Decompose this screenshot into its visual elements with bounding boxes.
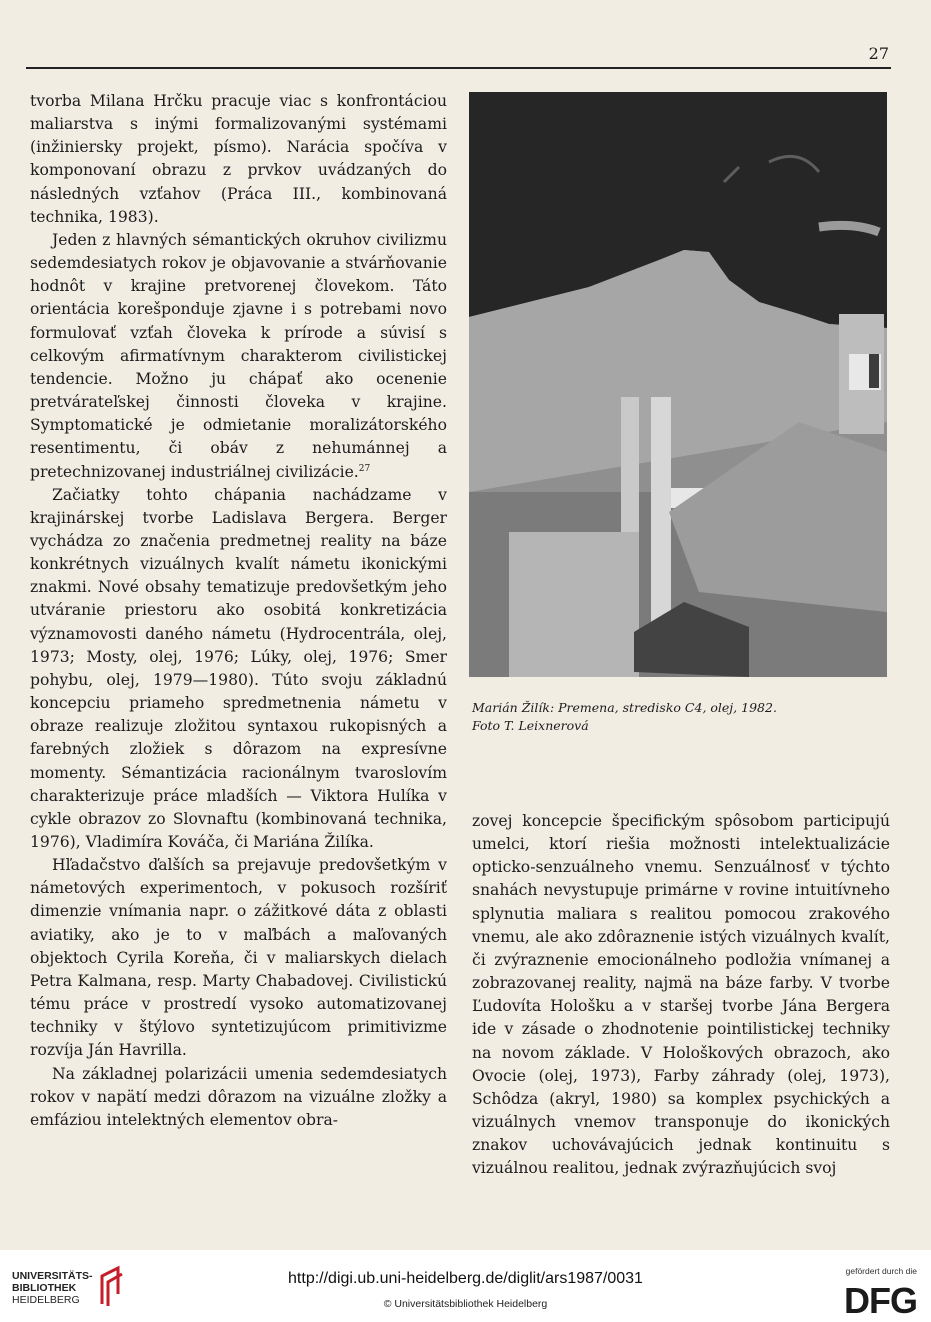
dfg-logo[interactable] [844, 1266, 917, 1322]
library-name-line2: BIBLIOTHEK [12, 1282, 77, 1294]
digitization-footer [0, 1250, 931, 1322]
left-column [30, 90, 447, 1132]
library-name-line3: HEIDELBERG [12, 1294, 80, 1306]
figure-caption [472, 699, 777, 735]
footnote-ref: 27 [358, 463, 371, 474]
caption-title: Marián Žilík: Premena, stredisko C4, olej, 1982. [472, 700, 777, 715]
header-rule [26, 67, 891, 69]
caption-credit: Foto T. Leixnerová [472, 718, 589, 733]
paragraph-text: Jeden z hlavných sémantických okruhov civilizmu sedemdesiatych rokov je objavovanie a stvárňovanie hodnôt v krajine pretvorenej človekom. Táto orientácia korešponduje zjavne i s potrebami novo formulovať vzťah človeka k prírode a súvisí s celkovým afirmatívnym charakterom civilistickej tendencie. Možno ju chápať ako ocenenie pretvárateľskej činnosti človeka v krajine. Symptomatické je odmietanie moralizátorského resentimentu, či obáv z nehumánnej a pretechnizovanej industriálnej civilizácie. [30, 230, 447, 481]
page-url-link[interactable]: http://digi.ub.uni-heidelberg.de/diglit/ars1987/0031 [288, 1270, 643, 1287]
paragraph: tvorba Milana Hrčku pracuje viac s konfrontáciou maliarstva s inými formalizovanými systémami (inžiniersky projekt, písmo). Narácia spočíva v komponovaní obrazu z prvkov uvádzaných do následných vzťahov (Práca III., kombinovaná technika, 1983). [30, 92, 447, 226]
painting-illustration [469, 92, 887, 677]
painting-photo [469, 92, 887, 677]
paragraph: Začiatky tohto chápania nachádzame v krajinárskej tvorbe Ladislava Bergera. Berger vychádza zo značenia predmetnej reality na báze konkrétnych vizuálnych kvalít námetu ikonickými znakmi. Nové obsahy tematizuje predovšetkým jeho utváranie priestoru ako osobitá konkretizácia významovosti daného námetu (Hydrocentrála, olej, 1973; Mosty, olej, 1976; Lúky, olej, 1976; Smer pohybu, olej, 1979—1980). Túto svoju základnú koncepciu priameho spredmetnenia námetu v obraze realizuje zložitou syntaxou rukopisných a farebných zložiek s dôrazom na expresívne momenty. Sémantizácia racionálnym tvaroslovím charakterizuje práce mladších — Viktora Hulíka v cykle obrazov zo Slovnaftu (kombinovaná technika, 1976), Vladimíra Kováča, či Mariána Žilíka. [30, 485, 447, 851]
copyright-notice: © Universitätsbibliothek Heidelberg [383, 1298, 548, 1310]
dfg-wordmark: DFG [844, 1280, 917, 1321]
dfg-funded-by: gefördert durch die [845, 1266, 917, 1276]
page-number: 27 [868, 44, 889, 63]
paragraph: Hľadačstvo ďalších sa prejavuje predovšetkým v námetových experimentoch, v pokusoch rozšíriť dimenzie vnímania napr. o zážitkové dáta z oblasti aviatiky, ako je to v maľbách a maľovaných objektoch Cyrila Koreňa, či v maliarskych dielach Petra Kalmana, resp. Marty Chabadovej. Civilistickú tému práce v prostredí vysoko automatizovanej techniky v štýlovo syntetizujúcom primitivizme rozvíja Ján Havrilla. [30, 856, 447, 1060]
right-column [472, 810, 890, 1181]
paragraph: zovej koncepcie špecifickým spôsobom participujú umelci, ktorí riešia možnosti intelektualizácie opticko-senzuálneho vnemu. Senzuálnosť v týchto snahách nevystupuje primárne v rovine intuitívneho splynutia maliara s realitou pomocou zrakového vnemu, ale ako zdôraznenie istých vizuálnych kvalít, či zvýraznenie emocionálneho podložia vnímanej a zobrazovanej reality, najmä na báze farby. V tvorbe Ľudovíta Hološku a v staršej tvorbe Jána Bergera ide v zásade o zhodnotenie pointilistickej techniky na novom základe. V Hološkových obrazoch, ako Ovocie (olej, 1973), Farby záhrady (olej, 1973), Schôdza (akryl, 1980) sa komplex psychických a vizuálnych vnemov transponuje do ikonických znakov uchovávajúcich jednak kontinuitu s vizuálnou realitou, jednak zvýrazňujúcich svoj [472, 812, 890, 1178]
paragraph [30, 229, 447, 484]
library-name-line1: UNIVERSITÄTS- [12, 1270, 93, 1282]
paragraph: Na základnej polarizácii umenia sedemdesiatych rokov v napätí medzi dôrazom na vizuálne zložky a emfáziou intelektných elementov obra- [30, 1064, 447, 1129]
